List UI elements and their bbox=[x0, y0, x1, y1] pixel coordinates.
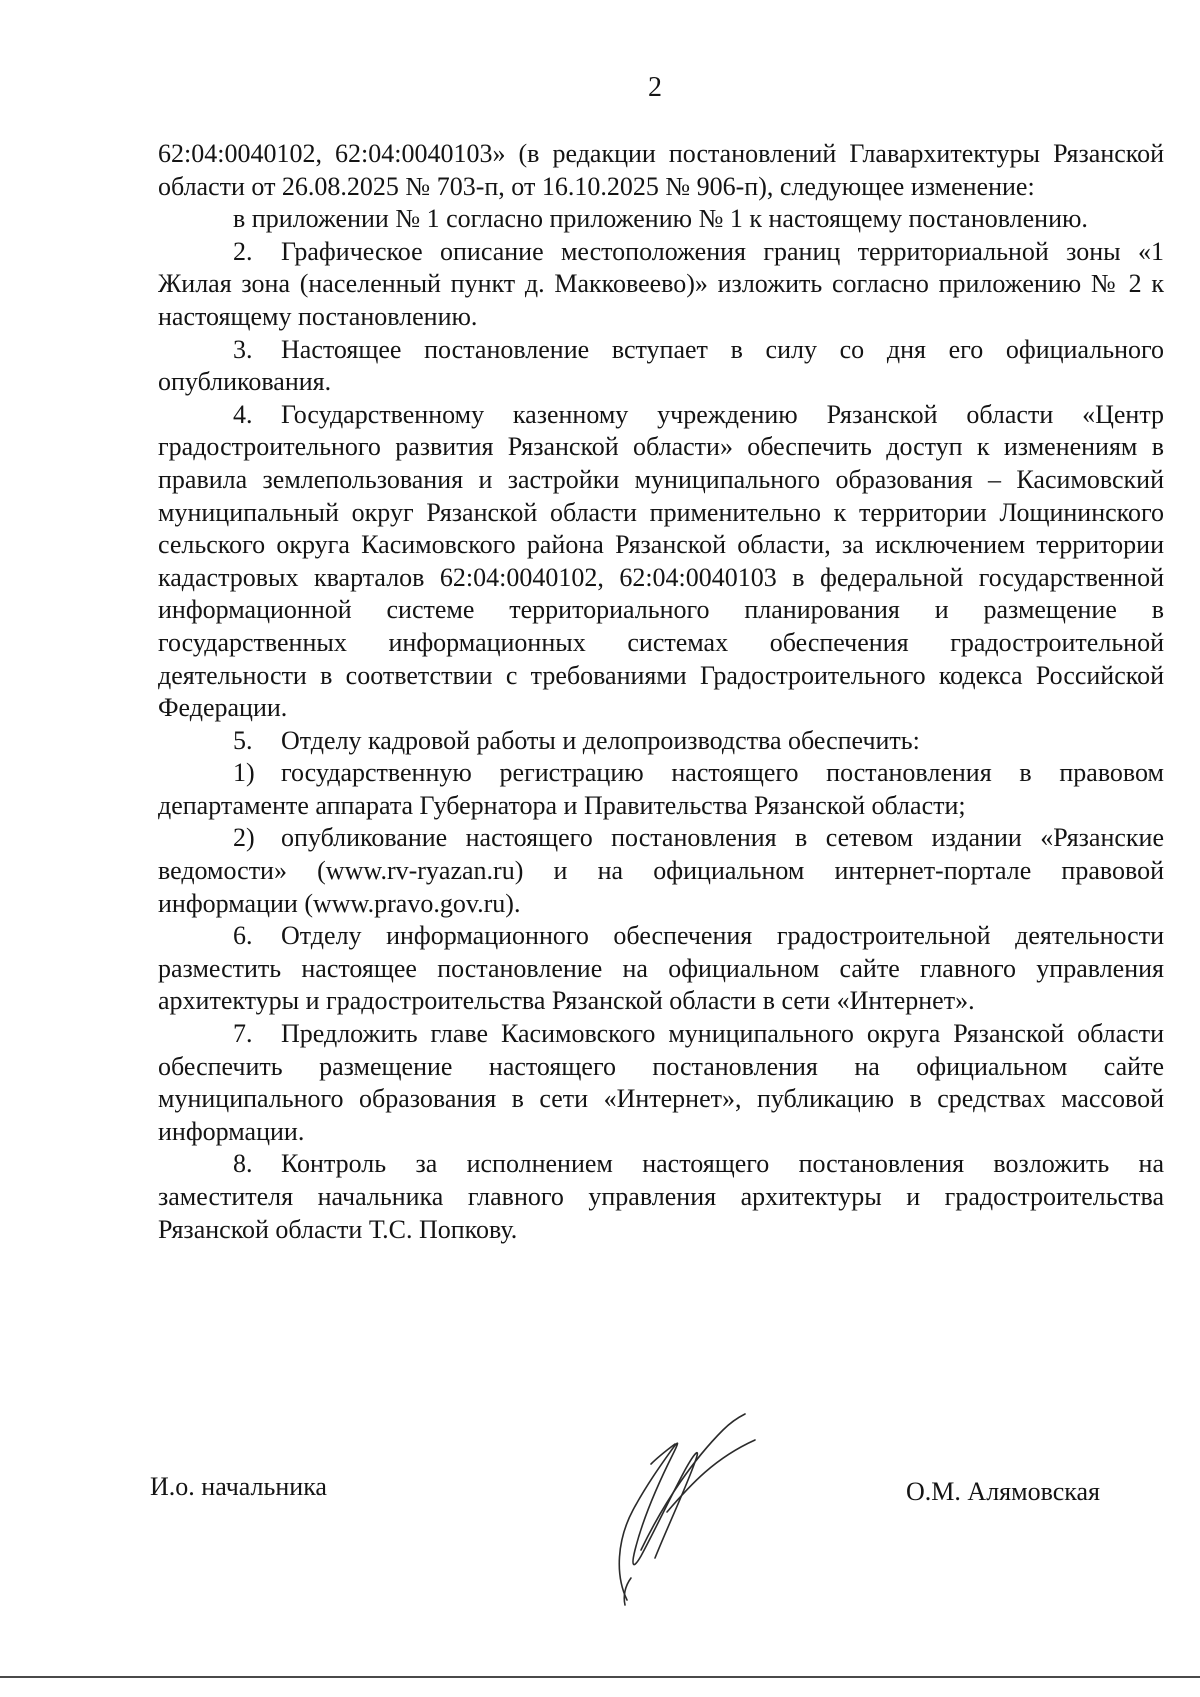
paragraph-text: в приложении № 1 согласно приложению № 1 к настоящему постановлению. bbox=[233, 204, 1088, 234]
paragraph-text: Контроль за исполнением настоящего постановления возложить на заместителя начальника главного управления архитектуры и градостроительства Рязанской области Т.С. Попкову. bbox=[158, 1149, 1164, 1244]
signatory-position: И.о. начальника bbox=[150, 1472, 327, 1501]
document-body bbox=[158, 138, 1164, 1246]
paragraph-text: Отделу кадровой работы и делопроизводства обеспечить: bbox=[281, 725, 920, 755]
paragraph-text: государственную регистрацию настоящего постановления в правовом департаменте аппарата Губернатора и Правительства Рязанской области; bbox=[158, 758, 1164, 820]
paragraph-number: 4. bbox=[233, 399, 253, 429]
paragraph-number: 2. bbox=[233, 236, 253, 266]
paragraph-number: 8. bbox=[233, 1149, 253, 1179]
paragraph-number: 7. bbox=[233, 1019, 253, 1049]
paragraph-text: Графическое описание местоположения границ территориальной зоны «1 Жилая зона (населенный пункт д. Макковеево)» изложить согласно приложению № 2 к настоящему постановлению. bbox=[158, 236, 1164, 331]
paragraph-number: 1) bbox=[233, 758, 255, 788]
paragraph-text: 62:04:0040102, 62:04:0040103» (в редакции постановлений Главархитектуры Рязанской области от 26.08.2025 № 703-п, от 16.10.2025 № 906-п), следующее изменение: bbox=[158, 139, 1164, 201]
paragraph-4 bbox=[158, 399, 1164, 725]
paragraph-8 bbox=[158, 1148, 1164, 1246]
paragraph-text: Настоящее постановление вступает в силу со дня его официального опубликования. bbox=[158, 334, 1164, 397]
paragraph-text: Предложить главе Касимовского муниципального округа Рязанской области обеспечить размещение настоящего постановления на официальном сайте муниципального образования в сети «Интернет», публикацию в средствах массовой информации. bbox=[158, 1019, 1164, 1146]
paragraph-number: 2) bbox=[233, 823, 255, 853]
paragraph-number: 5. bbox=[233, 725, 253, 755]
paragraph-5-2 bbox=[158, 822, 1164, 920]
handwritten-signature bbox=[555, 1400, 765, 1620]
paragraph-7 bbox=[158, 1018, 1164, 1148]
signatory-name: О.М. Алямовская bbox=[906, 1477, 1100, 1506]
paragraph-2 bbox=[158, 236, 1164, 334]
paragraph-number: 3. bbox=[233, 334, 253, 364]
paragraph-6 bbox=[158, 920, 1164, 1018]
paragraph-number: 6. bbox=[233, 921, 253, 951]
bottom-rule bbox=[0, 1676, 1200, 1678]
paragraph-text: Государственному казенному учреждению Рязанской области «Центр градостроительного развития Рязанской области» обеспечить доступ к изменениям в правила землепользования и застройки муниципального образования – Касимовский муниципальный округ Рязанской области применительно к территории Лощининского сельского округа Касимовского района Рязанской области, за исключением территории кадастровых кварталов 62:04:0040102, 62:04:0040103 в федеральной государственной информационной системе территориального планирования и размещение в государственных информационных системах обеспечения градостроительной деятельности в соответствии с требованиями Градостроительного кодекса Российской Федерации. bbox=[158, 399, 1164, 723]
paragraph-5-1 bbox=[158, 757, 1164, 822]
page-number: 2 bbox=[648, 72, 662, 103]
paragraph-intro bbox=[158, 138, 1164, 203]
paragraph-text: опубликование настоящего постановления в сетевом издании «Рязанские ведомости» (www.rv-ryazan.ru) и на официальном интернет-портале правовой информации (www.pravo.gov.ru). bbox=[158, 823, 1164, 918]
paragraph-change bbox=[158, 203, 1164, 236]
paragraph-3 bbox=[158, 334, 1164, 399]
paragraph-5 bbox=[158, 725, 1164, 758]
paragraph-text: Отделу информационного обеспечения градостроительной деятельности разместить настоящее постановление на официальном сайте главного управления архитектуры и градостроительства Рязанской области в сети «Интернет». bbox=[158, 921, 1164, 1016]
